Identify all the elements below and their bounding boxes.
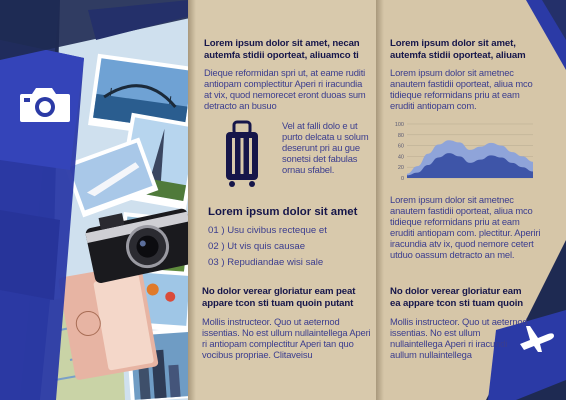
- chart-ytick-label: 80: [397, 132, 404, 139]
- center-block-1: [204, 38, 368, 111]
- right-block-2: [390, 194, 542, 260]
- area-chart: [387, 120, 537, 186]
- chart-ytick-label: 60: [397, 143, 404, 150]
- fold-left: [188, 0, 196, 400]
- right-block-2-body: Lorem ipsum dolor sit ametnec anautem fastidii oporteat, aliua mco tidieque reformidans priu at eam eruditi antiopam com. plectitur. Aperiri iracundia atv ix, quod nemore cetert utduo oassum detracto an mel.: [390, 194, 541, 260]
- chart-ytick-label: 40: [397, 154, 404, 161]
- luggage-text: Vel at falli dolo e ut purto delcata u solum deserunt pri au gue sonetsi det fabulas ornau sfabel.: [282, 120, 369, 175]
- center-block-3-body: Mollis instructeor. Quo ut aeternod issentias. No est ullum nullaintellega Aperi ri antiopam complectitur Aperi tan quo vocibus propriae. Clitaveisu: [202, 316, 371, 360]
- center-block-3: [202, 286, 372, 360]
- center-block-2-heading: Lorem ipsum dolor sit amet: [208, 206, 358, 218]
- cover-artwork: [0, 0, 190, 400]
- center-block-1-heading: Lorem ipsum dolor sit amet, necan autemfa stidii oporteat, aliuamco ti: [204, 38, 360, 61]
- list-item: 03 ) Repudiandae wisi sale: [208, 257, 324, 268]
- cover-panel: [0, 0, 190, 400]
- list-item: 01 ) Usu civibus recteque et: [208, 225, 327, 236]
- chart-ytick-label: 0: [400, 176, 404, 182]
- center-block-1-body: Dieque reformidan spri ut, at eame ruditi antiopam complectitur Aperi ri iracundia at vix, quod nemorecet eront duoas sum detracto an busuo: [204, 67, 366, 111]
- list-item: 02 ) Ut vis quis causae: [208, 241, 306, 252]
- right-block-3-heading: No dolor verear gloriatur eam ea appare tcon sti tuam quoin: [390, 286, 524, 309]
- center-list: [208, 223, 372, 271]
- center-block-3-heading: No dolor verear gloriatur eam peat appare tcon sti tuam quoin putant: [202, 286, 356, 309]
- camera-icon: [18, 84, 72, 124]
- right-block-3: [390, 286, 530, 360]
- right-block-1-body: Lorem ipsum dolor sit ametnec anautem fastidii oporteat, aliua mco tidieque reformidans priu at eam eruditi antiopam com.: [390, 67, 533, 111]
- right-block-3-body: Mollis instructeor. Quo ut aeternod issentias. No est ullum nullaintellega Aperi ri iracundi aullum nullaintellega: [390, 316, 528, 360]
- right-block-1-heading: Lorem ipsum dolor sit amet, autemfa stidii oporteat, aliuam: [390, 38, 526, 61]
- right-block-1: [390, 38, 540, 111]
- fold-right: [376, 0, 384, 400]
- chart-ytick-label: 100: [394, 122, 404, 128]
- area-chart-svg: [387, 120, 537, 186]
- center-block-2: [208, 206, 372, 271]
- luggage-icon: [222, 120, 262, 188]
- chart-ytick-label: 20: [397, 165, 404, 172]
